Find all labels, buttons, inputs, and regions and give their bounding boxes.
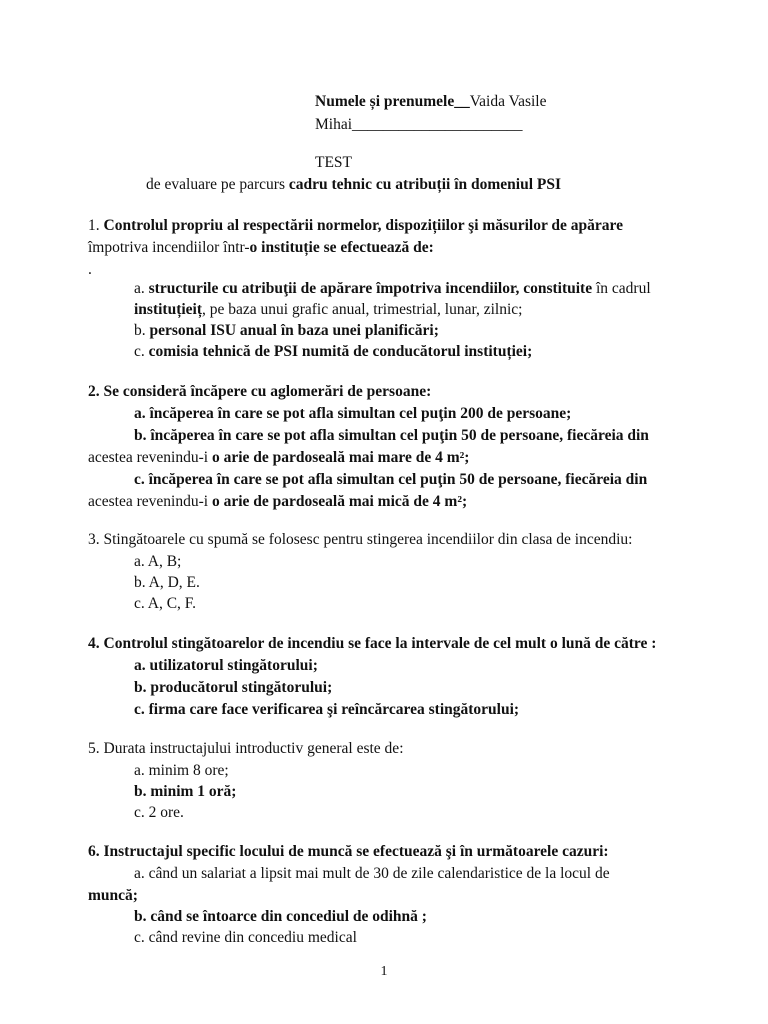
q2-option-b-line2 xyxy=(88,447,469,469)
q1-option-a-line2 xyxy=(134,299,522,321)
q1-a-line2-bold: instituțieiț xyxy=(134,301,203,318)
q1-a-line2-plain: , pe baza unui grafic anual, trimestrial, lunar, zilnic; xyxy=(202,301,523,318)
q1-b-prefix: b. xyxy=(134,322,150,339)
q1-dot: . xyxy=(88,261,92,278)
q4-option-a: a. utilizatorul stingătorului; xyxy=(134,657,318,674)
q1-c-bold: comisia tehnică de PSI numită de conducătorul instituției; xyxy=(148,343,533,360)
q2-b-line2-bold: o arie de pardoseală mai mare de 4 m²; xyxy=(211,449,470,466)
q1-option-b xyxy=(134,320,439,342)
q5-option-c: c. 2 ore. xyxy=(134,804,184,821)
q1-text-line2 xyxy=(88,237,434,259)
name-value: Vaida Vasile xyxy=(469,93,547,110)
q6-option-a-line2: muncă; xyxy=(88,887,138,904)
q1-option-c xyxy=(134,341,532,363)
page-number: 1 xyxy=(380,964,388,979)
name-underline: ______________________ xyxy=(352,116,523,133)
q3-option-b: b. A, D, E. xyxy=(134,574,200,591)
q6-option-b: b. când se întoarce din concediul de odihnă ; xyxy=(134,908,427,925)
q6-option-c: c. când revine din concediu medical xyxy=(134,929,357,946)
q1-a-tail: în cadrul xyxy=(592,280,651,297)
q2-option-a: a. încăperea în care se pot afla simultan cel puţin 200 de persoane; xyxy=(134,405,572,422)
q1-option-a-line1 xyxy=(134,278,651,300)
subtitle-bold: cadru tehnic cu atribuții în domeniul PSI xyxy=(288,176,562,193)
test-title: TEST xyxy=(315,154,353,171)
q1-text-bold: Controlul propriu al respectării normelor, dispozițiilor şi măsurilor de apărare xyxy=(103,217,624,234)
q2-b-line2-plain: acestea revenindu-i xyxy=(88,449,212,466)
q3-option-a: a. A, B; xyxy=(134,553,182,570)
name-label: Numele și prenumele__ xyxy=(315,93,470,110)
q2-c-line2-bold: o arie de pardoseală mai mică de 4 m²; xyxy=(211,493,468,510)
name-value-2: Mihai xyxy=(315,116,353,133)
q1-number: 1. xyxy=(88,217,104,234)
name-line xyxy=(315,91,546,113)
test-subtitle xyxy=(146,174,561,196)
q5-option-a: a. minim 8 ore; xyxy=(134,762,229,779)
q6-text: 6. Instructajul specific locului de muncă se efectuează şi în următoarele cazuri: xyxy=(88,843,609,860)
q2-option-c-line2 xyxy=(88,491,467,513)
q2-text: 2. Se consideră încăpere cu aglomerări de persoane: xyxy=(88,383,432,400)
q2-option-b-line1: b. încăperea în care se pot afla simultan cel puţin 50 de persoane, fiecăreia din xyxy=(134,427,649,444)
name-line-2 xyxy=(315,114,523,136)
q1-a-prefix: a. xyxy=(134,280,149,297)
q3-option-c: c. A, C, F. xyxy=(134,595,197,612)
q2-option-c-line1: c. încăperea în care se pot afla simultan cel puţin 50 de persoane, fiecăreia din xyxy=(134,471,648,488)
q1-a-bold: structurile cu atribuţii de apărare împotriva incendiilor, constituite xyxy=(148,280,593,297)
q1-text-line1 xyxy=(88,215,623,237)
q1-c-prefix: c. xyxy=(134,343,149,360)
q6-option-a-line1: a. când un salariat a lipsit mai mult de 30 de zile calendaristice de la locul de xyxy=(134,865,610,882)
q1-b-bold: personal ISU anual în baza unei planificări; xyxy=(149,322,439,339)
q4-option-c: c. firma care face verificarea şi reîncărcarea stingătorului; xyxy=(134,701,520,718)
subtitle-plain: de evaluare pe parcurs xyxy=(146,176,289,193)
q3-text: 3. Stingătoarele cu spumă se folosesc pentru stingerea incendiilor din clasa de incendiu: xyxy=(88,531,633,548)
q4-option-b: b. producătorul stingătorului; xyxy=(134,679,333,696)
q5-text: 5. Durata instructajului introductiv general este de: xyxy=(88,740,404,757)
q1-line2-plain: împotriva incendiilor într- xyxy=(88,239,250,256)
q1-line2-bold: o instituție se efectuează de: xyxy=(249,239,434,256)
q4-text: 4. Controlul stingătoarelor de incendiu se face la intervale de cel mult o lună de către : xyxy=(88,635,657,652)
q5-option-b: b. minim 1 oră; xyxy=(134,783,237,800)
q2-c-line2-plain: acestea revenindu-i xyxy=(88,493,212,510)
